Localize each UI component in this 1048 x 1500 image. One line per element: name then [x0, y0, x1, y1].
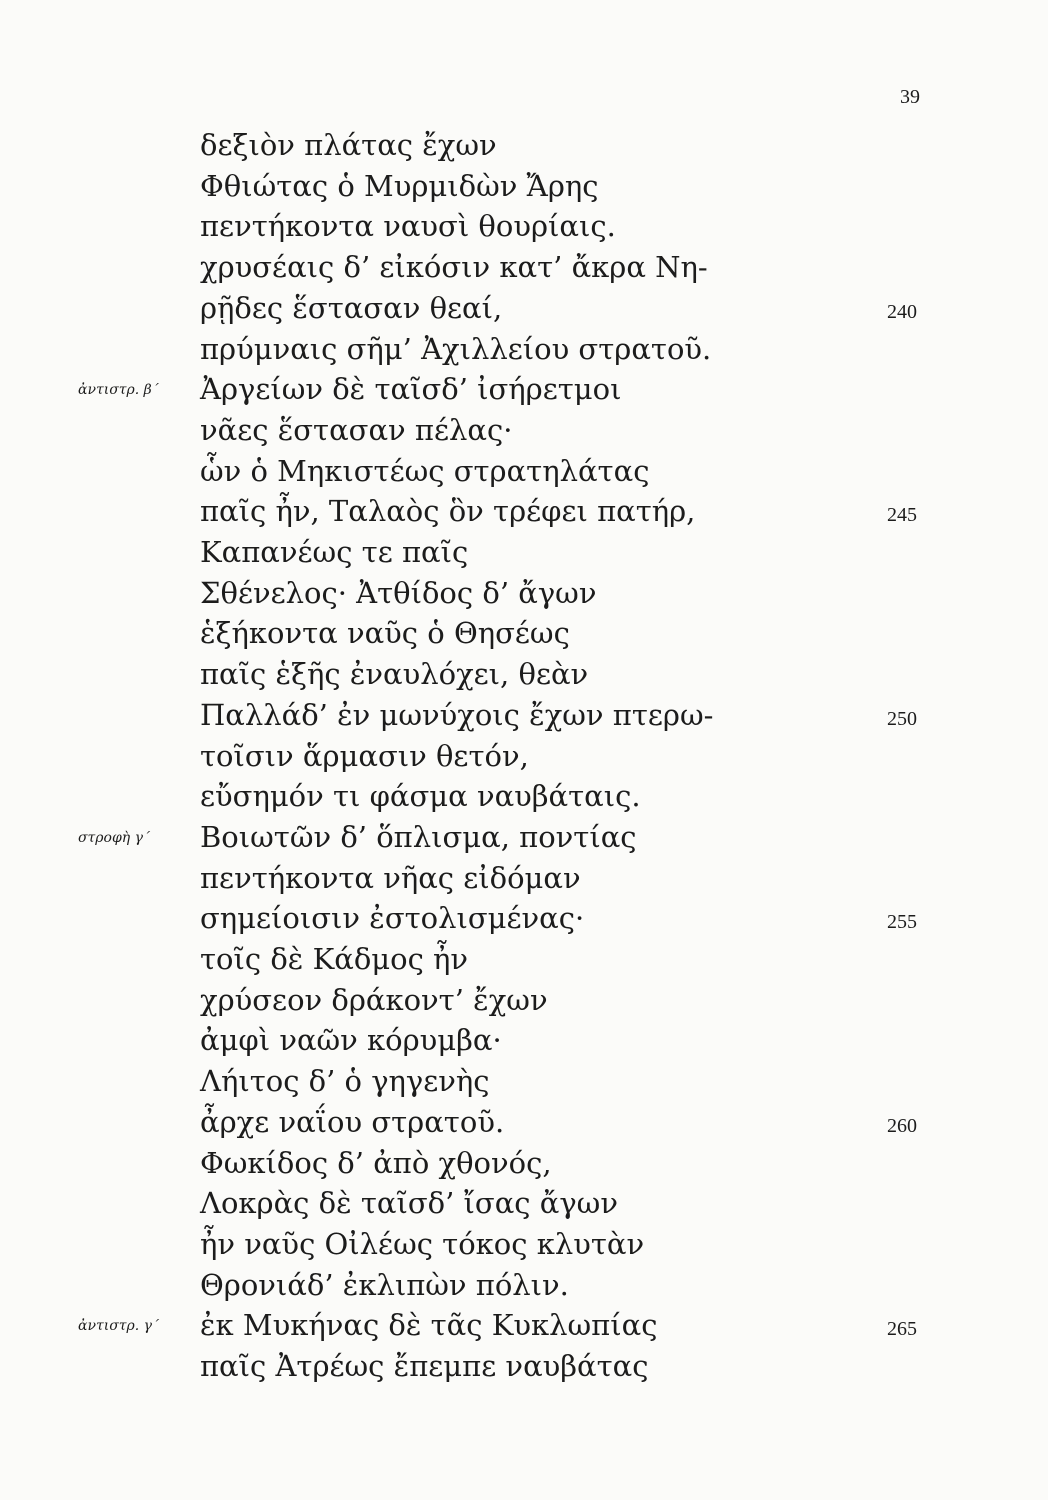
verse-line — [0, 370, 1048, 408]
verse-text: Λοκρὰς δὲ ταῖσδ’ ἴσας ἄγων — [200, 1186, 618, 1220]
stanza-label: στροφὴ γ΄ — [78, 830, 150, 846]
verse-line — [0, 574, 1048, 612]
verse-text: πεντήκοντα ναυσὶ θουρίαις. — [200, 209, 616, 243]
verse-line — [0, 737, 1048, 775]
verse-line — [0, 330, 1048, 368]
verse-line — [0, 859, 1048, 897]
verse-text: χρυσέαις δ’ εἰκόσιν κατ’ ἄκρα Νη- — [200, 250, 708, 284]
verse-line — [0, 981, 1048, 1019]
verse-line — [0, 126, 1048, 164]
verse-text: ὧν ὁ Μηκιστέως στρατηλάτας — [200, 454, 650, 488]
verse-line — [0, 411, 1048, 449]
verse-text: νᾶες ἕστασαν πέλας· — [200, 413, 513, 447]
stanza-label: ἀντιστρ. γ΄ — [78, 1318, 159, 1334]
verse-line — [0, 1103, 1048, 1141]
verse-text: ἑξήκοντα ναῦς ὁ Θησέως — [200, 616, 570, 650]
verse-line — [0, 1225, 1048, 1263]
verse-line — [0, 1347, 1048, 1385]
verse-line — [0, 940, 1048, 978]
verse-text: πεντήκοντα νῆας εἰδόμαν — [200, 861, 581, 895]
verse-text: χρύσεον δράκοντ’ ἔχων — [200, 983, 548, 1017]
verse-text: ἆρχε ναΐου στρατοῦ. — [200, 1105, 505, 1139]
verse-line — [0, 1144, 1048, 1182]
verse-text: Ἀργείων δὲ ταῖσδ’ ἰσήρετμοι — [200, 372, 622, 406]
page-number: 39 — [900, 86, 920, 108]
verse-text: τοῖς δὲ Κάδμος ἦν — [200, 942, 469, 976]
verse-text: παῖς ἑξῆς ἐναυλόχει, θεὰν — [200, 657, 589, 691]
line-number: 240 — [887, 301, 917, 323]
verse-line — [0, 533, 1048, 571]
line-number: 250 — [887, 708, 917, 730]
verse-text: παῖς ἦν, Ταλαὸς ὃν τρέφει πατήρ, — [200, 494, 696, 528]
verse-text: σημείοισιν ἐστολισμένας· — [200, 901, 585, 935]
verse-text: Παλλάδ’ ἐν μωνύχοις ἔχων πτερω- — [200, 698, 714, 732]
verse-text: πρύμναις σῆμ’ Ἀχιλλείου στρατοῦ. — [200, 332, 712, 366]
verse-text: παῖς Ἀτρέως ἔπεμπε ναυβάτας — [200, 1349, 649, 1383]
stanza-label: ἀντιστρ. β΄ — [78, 382, 159, 398]
verse-text: Σθένελος· Ἀτθίδος δ’ ἄγων — [200, 576, 597, 610]
line-number: 265 — [887, 1318, 917, 1340]
verse-text: Θρονιάδ’ ἐκλιπὼν πόλιν. — [200, 1268, 569, 1302]
verse-line — [0, 289, 1048, 327]
verse-text: ἀμφὶ ναῶν κόρυμβα· — [200, 1023, 502, 1057]
verse-text: δεξιὸν πλάτας ἔχων — [200, 128, 497, 162]
verse-text: Φωκίδος δ’ ἀπὸ χθονός, — [200, 1146, 552, 1180]
verse-line — [0, 248, 1048, 286]
verse-line — [0, 1306, 1048, 1344]
verse-text: ρῇδες ἕστασαν θεαί, — [200, 291, 503, 325]
verse-line — [0, 899, 1048, 937]
verse-line — [0, 1184, 1048, 1222]
verse-line — [0, 1021, 1048, 1059]
verse-text: Λήιτος δ’ ὁ γηγενὴς — [200, 1064, 490, 1098]
verse-line — [0, 614, 1048, 652]
verse-text: ἦν ναῦς Οἰλέως τόκος κλυτὰν — [200, 1227, 645, 1261]
line-number: 260 — [887, 1115, 917, 1137]
line-number: 255 — [887, 911, 917, 933]
verse-line — [0, 452, 1048, 490]
verse-line — [0, 1266, 1048, 1304]
verse-line — [0, 818, 1048, 856]
verse-text: τοῖσιν ἅρμασιν θετόν, — [200, 739, 529, 773]
verse-text: ἐκ Μυκήνας δὲ τᾶς Κυκλωπίας — [200, 1308, 658, 1342]
verse-line — [0, 777, 1048, 815]
line-number: 245 — [887, 504, 917, 526]
verse-text: Βοιωτῶν δ’ ὅπλισμα, ποντίας — [200, 820, 637, 854]
verse-line — [0, 207, 1048, 245]
verse-line — [0, 167, 1048, 205]
verse-line — [0, 696, 1048, 734]
verse-text: Φθιώτας ὁ Μυρμιδὼν Ἄρης — [200, 169, 599, 203]
verse-line — [0, 655, 1048, 693]
verse-text: εὔσημόν τι φάσμα ναυβάταις. — [200, 779, 641, 813]
verse-line — [0, 1062, 1048, 1100]
verse-line — [0, 492, 1048, 530]
verse-text: Καπανέως τε παῖς — [200, 535, 469, 569]
